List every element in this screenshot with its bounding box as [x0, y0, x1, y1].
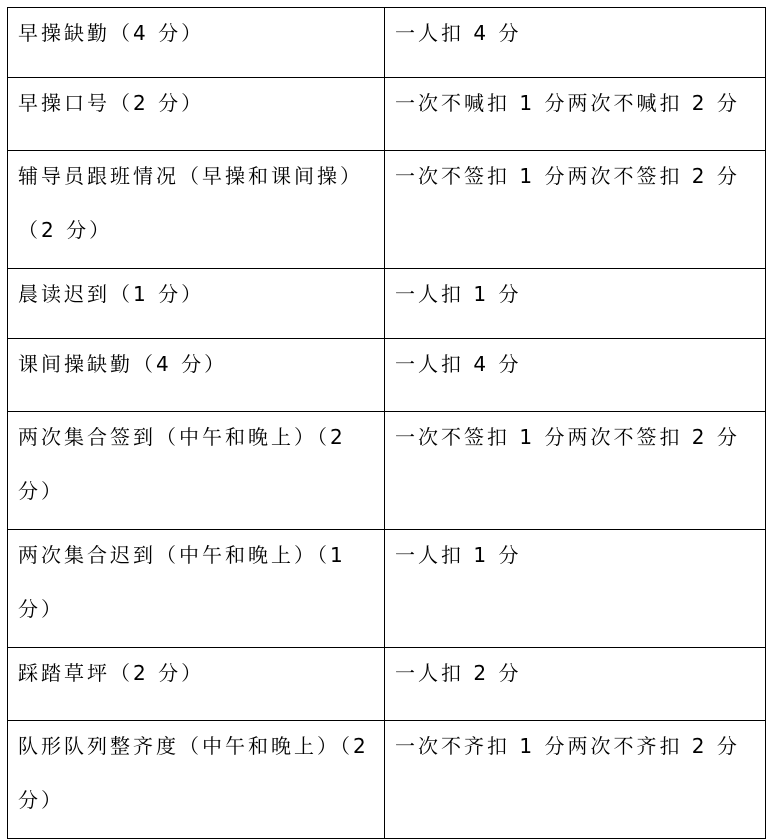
rule-cell: [385, 269, 766, 339]
item-cell: [8, 339, 385, 412]
rule-text: 一次不齐扣 1 分两次不齐扣 2 分: [395, 734, 740, 758]
rule-cell: [385, 412, 766, 530]
table-row: [8, 412, 766, 530]
table-row: [8, 8, 766, 78]
item-text: 课间操缺勤（4 分）: [18, 352, 228, 376]
table-row: [8, 269, 766, 339]
table-row: [8, 721, 766, 839]
item-text: 早操口号（2 分）: [18, 91, 205, 115]
table-row: [8, 530, 766, 648]
item-cell: [8, 530, 385, 648]
table-row: [8, 151, 766, 269]
rule-text: 一人扣 2 分: [395, 661, 522, 685]
item-cell: [8, 648, 385, 721]
item-cell: [8, 412, 385, 530]
item-cell: [8, 721, 385, 839]
table-row: [8, 339, 766, 412]
rule-text: 一人扣 1 分: [395, 543, 522, 567]
rule-cell: [385, 648, 766, 721]
item-cell: [8, 8, 385, 78]
rule-text: 一次不喊扣 1 分两次不喊扣 2 分: [395, 91, 740, 115]
rule-cell: [385, 339, 766, 412]
table-row: [8, 648, 766, 721]
item-text: 两次集合签到（中午和晚上）（2 分）: [18, 425, 346, 503]
rule-text: 一次不签扣 1 分两次不签扣 2 分: [395, 164, 740, 188]
rule-text: 一人扣 4 分: [395, 21, 522, 45]
item-text: 早操缺勤（4 分）: [18, 21, 205, 45]
rule-cell: [385, 721, 766, 839]
item-text: 晨读迟到（1 分）: [18, 282, 205, 306]
rule-cell: [385, 530, 766, 648]
item-text: 两次集合迟到（中午和晚上）（1 分）: [18, 543, 346, 621]
rule-cell: [385, 151, 766, 269]
table-row: [8, 78, 766, 151]
item-text: 踩踏草坪（2 分）: [18, 661, 205, 685]
item-cell: [8, 78, 385, 151]
item-text: 辅导员跟班情况（早操和课间操）（2 分）: [18, 164, 363, 242]
rule-text: 一人扣 4 分: [395, 352, 522, 376]
rule-text: 一人扣 1 分: [395, 282, 522, 306]
rule-cell: [385, 8, 766, 78]
rule-cell: [385, 78, 766, 151]
rule-text: 一次不签扣 1 分两次不签扣 2 分: [395, 425, 740, 449]
scoring-rules-table: [7, 7, 766, 839]
item-cell: [8, 269, 385, 339]
item-text: 队形队列整齐度（中午和晚上）（2 分）: [18, 734, 369, 812]
item-cell: [8, 151, 385, 269]
